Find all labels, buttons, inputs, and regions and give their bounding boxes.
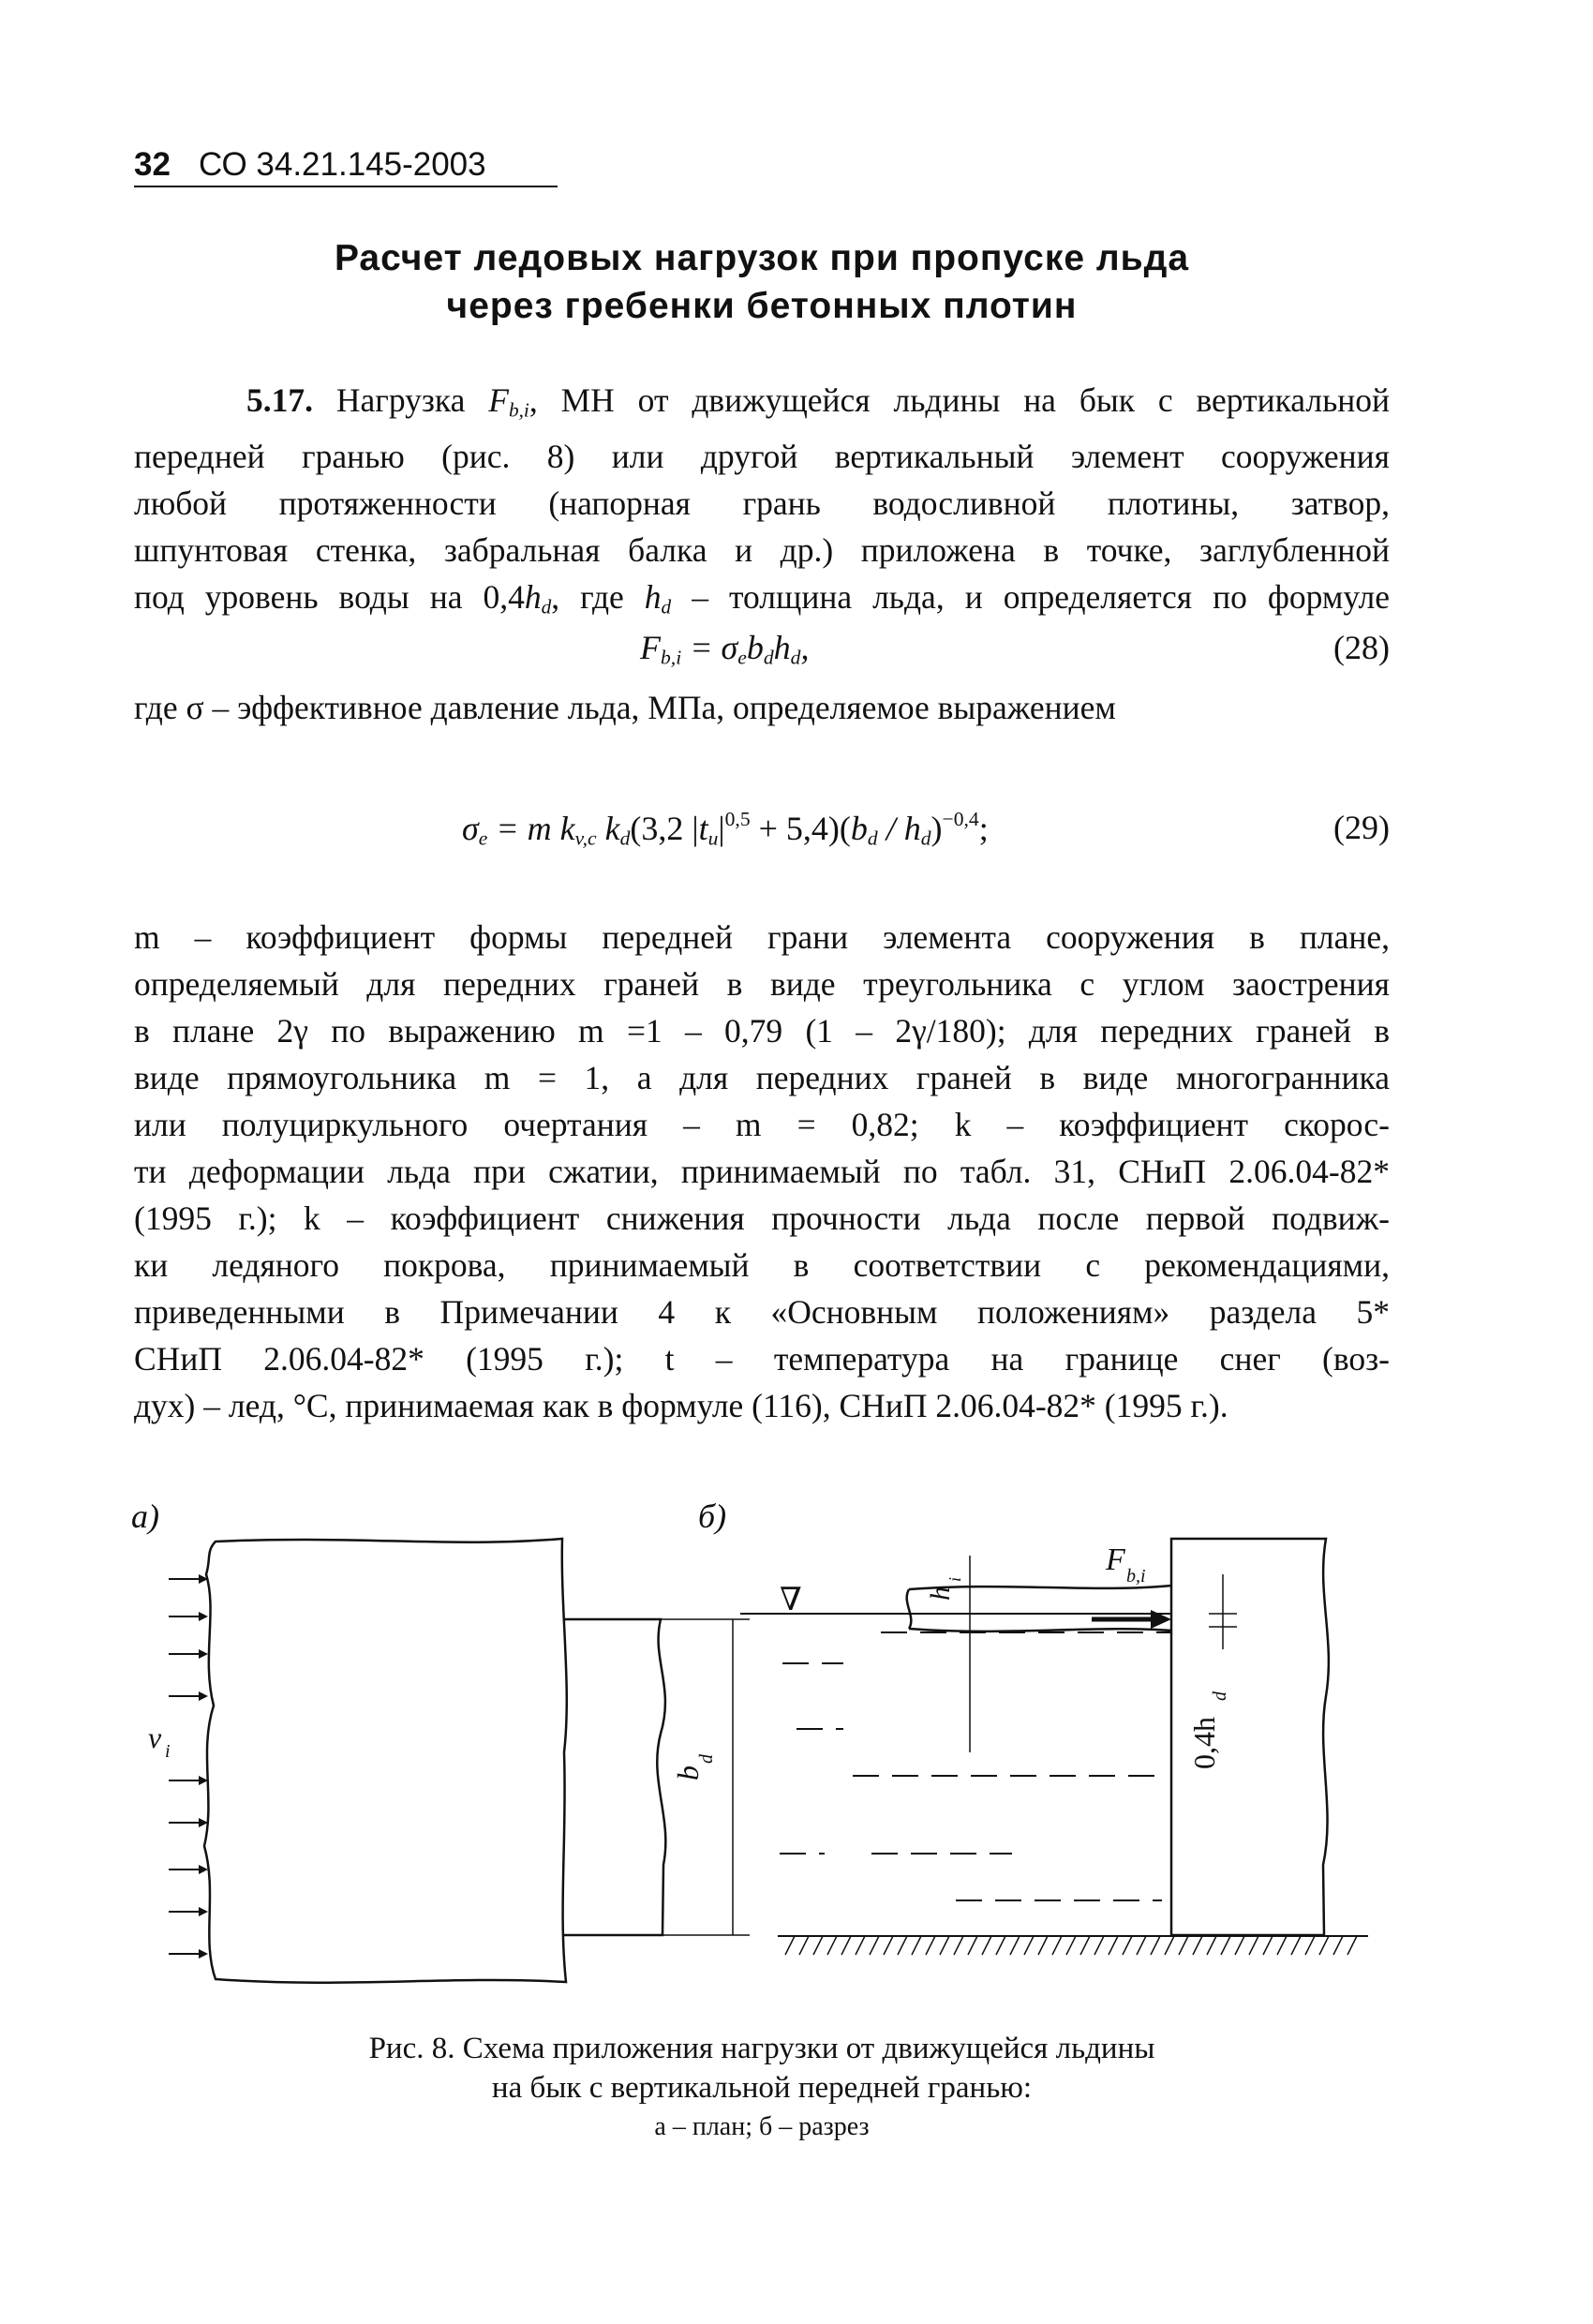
caption-line-3: а – план; б – разрез	[654, 2112, 870, 2141]
caption-line-2: на бык с вертикальной передней гранью:	[491, 2071, 1033, 2105]
paragraph-line: где σ – эффективное давление льда, МПа, определяемое выражением	[134, 689, 1116, 726]
paragraph-5-17	[134, 377, 1390, 631]
text-fragment: , где	[551, 578, 645, 617]
panel-label-a: а)	[131, 1499, 159, 1535]
velocity-subscript: i	[165, 1741, 171, 1762]
section-title-line-2: через гребенки бетонных плотин	[446, 286, 1078, 326]
figure-caption	[134, 2029, 1390, 2147]
paragraph-line: определяемый для передних граней в виде треугольника с углом заострения	[134, 965, 1390, 1003]
paragraph-line: m – коэффициент формы передней грани элемента сооружения в плане,	[134, 918, 1390, 956]
caption-line-1: Рис. 8. Схема приложения нагрузки от движущейся льдины	[368, 2032, 1155, 2065]
formula-29-number: (29)	[1333, 809, 1390, 846]
paragraph-line: СНиП 2.06.04-82* (1995 г.); t – температура на границе снег (воз-	[134, 1340, 1390, 1378]
panel-label-b: б)	[698, 1499, 727, 1535]
paragraph-line: (1995 г.); k – коэффициент снижения прочности льда после первой подвиж-	[134, 1199, 1390, 1237]
page-number: 32	[134, 146, 171, 183]
depth-label: 0,4h	[1187, 1717, 1221, 1769]
plan-view	[148, 1539, 750, 1983]
formula-29-expression: $\sigma_e = m$ $k_{v,c}$ $k_d(3,2$ $|t_u|^{0,5} + 5,4)(b_d / h_d)^{-0,4}$;	[462, 808, 989, 850]
section-title	[134, 234, 1390, 330]
paragraph-line: приведенными в Примечании 4 к «Основным положениям» раздела 5*	[134, 1293, 1390, 1331]
paragraph-line: 5.17. Нагрузка $F_{b,i}$, МН от движущейся льдины на бык с вертикальной	[246, 381, 1391, 422]
figure-8-diagram	[112, 1499, 1406, 2005]
pier-width-subscript: d	[696, 1754, 717, 1764]
ice-thickness-label: h	[925, 1587, 956, 1601]
formula-28-number: (28)	[1333, 629, 1390, 666]
paragraph-line: в плане 2γ по выражению m =1 – 0,79 (1 – 2γ/180); для передних граней в	[134, 1012, 1390, 1050]
force-label: F	[1106, 1542, 1125, 1577]
velocity-arrows	[169, 1574, 208, 1959]
paragraph-line: любой протяженности (напорная грань водосливной плотины, затвор,	[134, 484, 1390, 523]
text-fragment: – толщина льда, и определяется по формуле	[671, 578, 1390, 617]
formula-28	[134, 628, 1390, 675]
ice-floe	[204, 1539, 567, 1983]
document-code: СО 34.21.145-2003	[198, 146, 486, 183]
formula-29	[134, 808, 1390, 864]
pier-plan	[564, 1619, 665, 1935]
paragraph-line: под уровень воды на $0,4h_d$, где $h_d$ – толщина льда, и определяется по формуле	[134, 578, 1390, 618]
water-level-symbol: ∇	[780, 1583, 802, 1617]
section-view	[740, 1539, 1368, 1955]
water-dashes	[780, 1632, 1171, 1900]
ice-thickness-subscript: i	[945, 1576, 964, 1582]
ground-hatching	[785, 1936, 1357, 1955]
paragraph-line: ти деформации льда при сжатии, принимаемый по табл. 31, СНиП 2.06.04-82*	[134, 1153, 1390, 1190]
paragraph-line: дух) – лед, °С, принимаемая как в формуле (116), СНиП 2.06.04-82* (1995 г.).	[134, 1387, 1228, 1424]
clause-number: 5.17.	[246, 381, 313, 419]
velocity-label: v	[148, 1721, 162, 1754]
paragraph-line: передней гранью (рис. 8) или другой вертикальный элемент сооружения	[134, 438, 1390, 476]
sigma-definition	[134, 684, 1390, 731]
pier-width-label: b	[671, 1765, 705, 1780]
paragraph-line: или полуциркульного очертания – m = 0,82; k – коэффициент скорос-	[134, 1106, 1390, 1143]
page-header	[134, 146, 558, 187]
paragraph-line: ки ледяного покрова, принимаемый в соответствии с рекомендациями,	[134, 1246, 1390, 1284]
depth-subscript: d	[1210, 1691, 1230, 1701]
paragraph-line: шпунтовая стенка, забральная балка и др.) приложена в точке, заглубленной	[134, 531, 1390, 570]
text-fragment: под уровень воды на 0,4	[134, 578, 525, 617]
text-fragment: Нагрузка	[335, 381, 489, 419]
coefficients-paragraph	[134, 914, 1390, 1429]
section-title-line-1: Расчет ледовых нагрузок при пропуске льда	[334, 238, 1190, 278]
formula-28-expression: $F_{b,i} = \sigma_eb_dh_d$,	[640, 629, 810, 669]
paragraph-line: виде прямоугольника m = 1, а для передних граней в виде многогранника	[134, 1059, 1390, 1096]
text-fragment: МН от движущейся льдины на бык с вертикальной	[560, 381, 1391, 419]
force-subscript: b,i	[1126, 1566, 1146, 1587]
